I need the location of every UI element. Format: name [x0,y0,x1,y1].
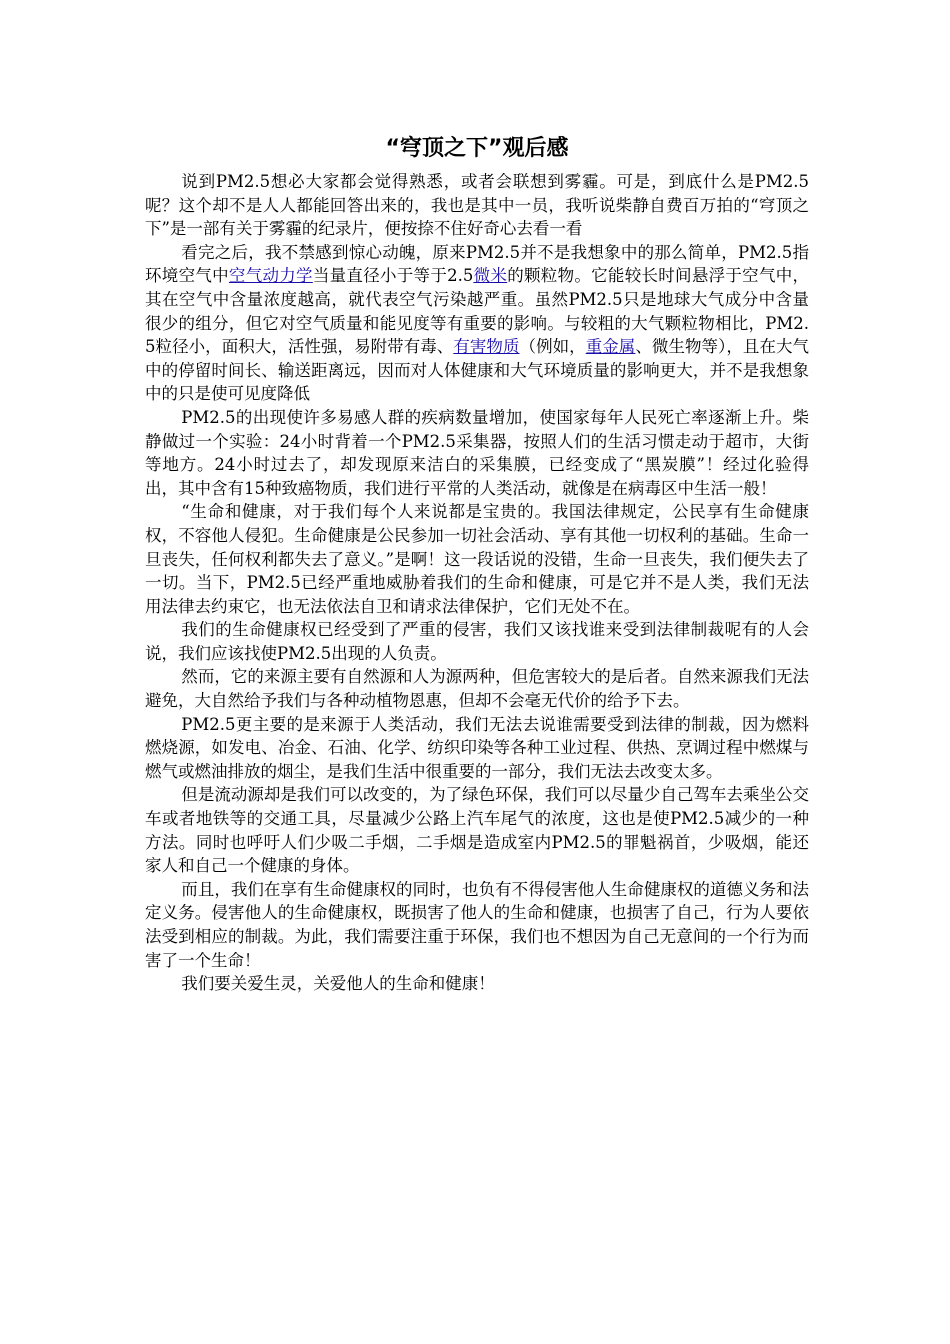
page-title: “穹顶之下”观后感 [385,136,569,161]
paragraph-7: PM2.5更主要的是来源于人类活动，我们无法去说谁需要受到法律的制裁，因为燃料燃烧源，如发电、冶金、石油、化学、纺织印染等各种工业过程、供热、烹调过程中燃煤与燃气或燃油排放的烟尘，是我们生活中很重要的一部分，我们无法去改变太多。 [145,714,809,781]
paragraph-2-text-d: （例如， [519,337,586,357]
link-harmful-substances[interactable]: 有害物质 [453,337,520,357]
paragraph-2-text-c: 的颗粒物。它能较长时间悬浮于空气中，其在空气中含量浓度越高，就代表空气污染越严重。虽然PM2.5只是地球大气成分中含量很少的组分，但它对空气质量和能见度等有重要的影响。与较粗的大气颗粒物相比，PM2.5粒径小，面积大，活性强，易附带有毒、 [145,266,810,357]
link-heavy-metals[interactable]: 重金属 [585,337,636,357]
document-page [145,132,809,996]
paragraph-2-text-e: 、微生物等），且在大气中的停留时间长、输送距离远，因而对人体健康和大气环境质量的影响更大，并不是我想象中的只是使可见度降低 [145,337,810,404]
paragraph-4: “生命和健康，对于我们每个人来说都是宝贵的。我国法律规定，公民享有生命健康权，不容他人侵犯。生命健康是公民参加一切社会活动、享有其他一切权利的基础。生命一旦丧失，任何权利都失去了意义。”是啊！这一段话说的没错，生命一旦丧失，我们便失去了一切。当下，PM2.5已经严重地威胁着我们的生命和健康，可是它并不是人类，我们无法用法律去约束它，也无法依法自卫和请求法律保护，它们无处不在。 [145,502,809,616]
link-micrometer[interactable]: 微米 [473,266,508,286]
paragraph-2-text-a: 看完之后，我不禁感到惊心动魄，原来PM2.5并不是我想象中的那么简单，PM2.5指环境空气中 [145,242,809,286]
paragraph-2 [145,241,809,406]
paragraph-9: 而且，我们在享有生命健康权的同时，也负有不得侵害他人生命健康权的道德义务和法定义务。侵害他人的生命健康权，既损害了他人的生命和健康，也损害了自己，行为人要依法受到相应的制裁。为此，我们需要注重于环保，我们也不想因为自己无意间的一个行为而害了一个生命！ [145,879,809,970]
paragraph-8: 但是流动源却是我们可以改变的，为了绿色环保，我们可以尽量少自己驾车去乘坐公交车或者地铁等的交通工具，尽量减少公路上汽车尾气的浓度，这也是使PM2.5减少的一种方法。同时也呼吁人们少吸二手烟，二手烟是造成室内PM2.5的罪魁祸首，少吸烟，能还家人和自己一个健康的身体。 [145,785,809,876]
paragraph-2-text-b: 当量直径小于等于2.5 [312,266,474,286]
paragraph-3: PM2.5的出现使许多易感人群的疾病数量增加，使国家每年人民死亡率逐渐上升。柴静做过一个实验：24小时背着一个PM2.5采集器，按照人们的生活习惯走动于超市，大街等地方。24小时过去了，却发现原来洁白的采集膜，已经变成了“黑炭膜”！经过化验得出，其中含有15种致癌物质，我们进行平常的人类活动，就像是在病毒区中生活一般！ [145,407,809,498]
paragraph-1: 说到PM2.5想必大家都会觉得熟悉，或者会联想到雾霾。可是，到底什么是PM2.5呢？这个却不是人人都能回答出来的，我也是其中一员，我听说柴静自费百万拍的“穹顶之下”是一部有关于雾霾的纪录片，便按捺不住好奇心去看一看 [145,172,809,239]
paragraph-5: 我们的生命健康权已经受到了严重的侵害，我们又该找谁来受到法律制裁呢有的人会说，我们应该找使PM2.5出现的人负责。 [145,620,809,663]
link-aerodynamics[interactable]: 空气动力学 [228,266,313,286]
paragraph-6: 然而，它的来源主要有自然源和人为源两种，但危害较大的是后者。自然来源我们无法避免，大自然给予我们与各种动植物恩惠，但却不会毫无代价的给予下去。 [145,667,809,711]
paragraph-10: 我们要关爱生灵，关爱他人的生命和健康！ [181,974,495,994]
